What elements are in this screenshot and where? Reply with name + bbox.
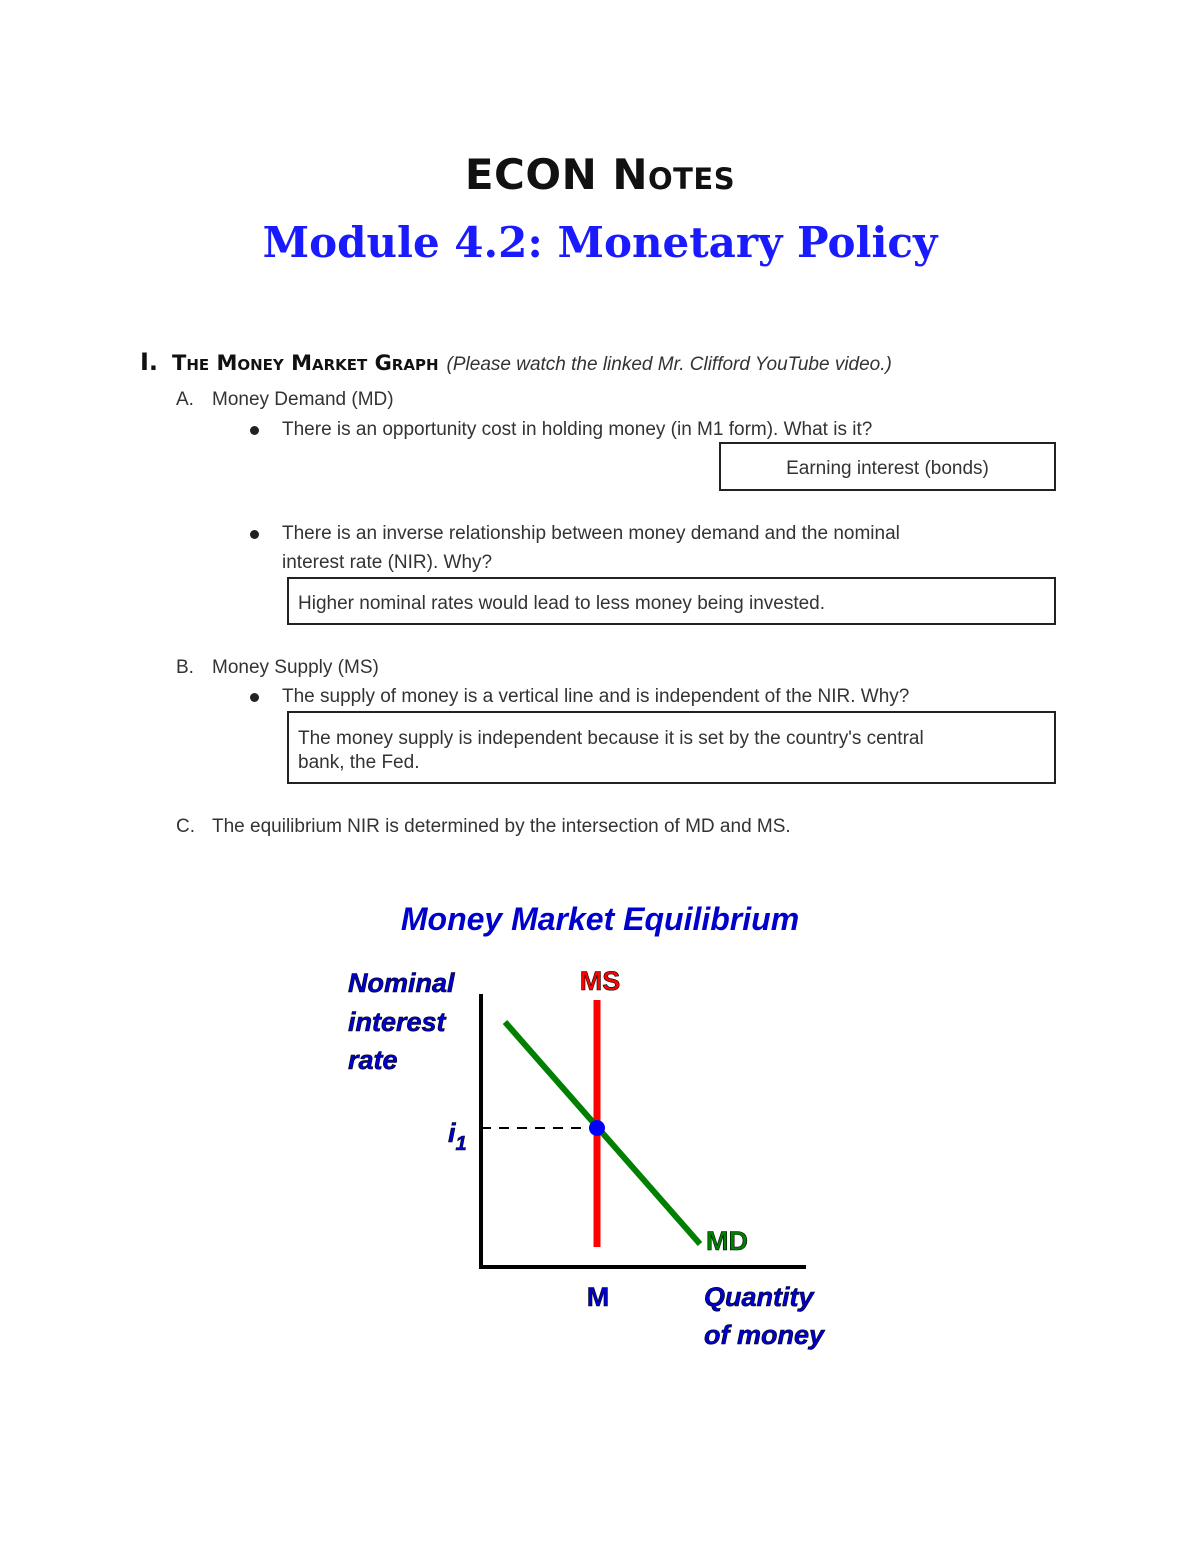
y-axis-label-line2: interest bbox=[348, 1007, 446, 1037]
part-a-label: Money Demand (MD) bbox=[212, 389, 394, 410]
x-axis-label-line1: Quantity bbox=[704, 1282, 814, 1312]
equilibrium-point bbox=[589, 1120, 605, 1136]
md-curve-label: MD bbox=[706, 1226, 748, 1256]
bullet-inverse-relationship-line1: There is an inverse relationship between money demand and the nominal bbox=[282, 523, 900, 544]
answer-box-inverse-relationship[interactable]: Higher nominal rates would lead to less money being invested. bbox=[287, 577, 1056, 625]
section-note: (Please watch the linked Mr. Clifford YouTube video.) bbox=[446, 354, 892, 375]
document-title: ECON Notes bbox=[464, 150, 736, 199]
equilibrium-rate-label: $i_1$ bbox=[448, 1118, 467, 1155]
x-axis-label-line2: of money bbox=[704, 1320, 825, 1350]
y-axis-label-line1: Nominal bbox=[348, 968, 455, 998]
answer-box-opportunity-cost[interactable]: Earning interest (bonds) bbox=[719, 442, 1056, 491]
bullet-opportunity-cost: There is an opportunity cost in holding money (in M1 form). What is it? bbox=[282, 419, 873, 440]
part-b-letter: B. bbox=[176, 657, 194, 678]
document-subtitle: Module 4.2: Monetary Policy bbox=[262, 218, 938, 267]
part-c-letter: C. bbox=[176, 816, 195, 837]
section-number: I. bbox=[140, 348, 159, 376]
section-title: The Money Market Graph bbox=[172, 351, 439, 375]
part-a-letter: A. bbox=[176, 389, 194, 410]
bullet-inverse-relationship-line2: interest rate (NIR). Why? bbox=[282, 552, 493, 573]
equilibrium-quantity-label: M bbox=[586, 1282, 610, 1312]
y-axis-label-line3: rate bbox=[348, 1045, 398, 1075]
chart-title: Money Market Equilibrium bbox=[400, 901, 800, 937]
part-c-label: The equilibrium NIR is determined by the intersection of MD and MS. bbox=[212, 816, 791, 837]
bullet-money-supply-vertical: The supply of money is a vertical line and is independent of the NIR. Why? bbox=[282, 686, 910, 707]
answer-money-supply-line2: bank, the Fed. bbox=[298, 752, 420, 773]
ms-curve-label: MS bbox=[579, 966, 621, 996]
part-b-label: Money Supply (MS) bbox=[212, 657, 379, 678]
answer-money-supply-line1: The money supply is independent because it is set by the country's central bbox=[298, 728, 924, 749]
